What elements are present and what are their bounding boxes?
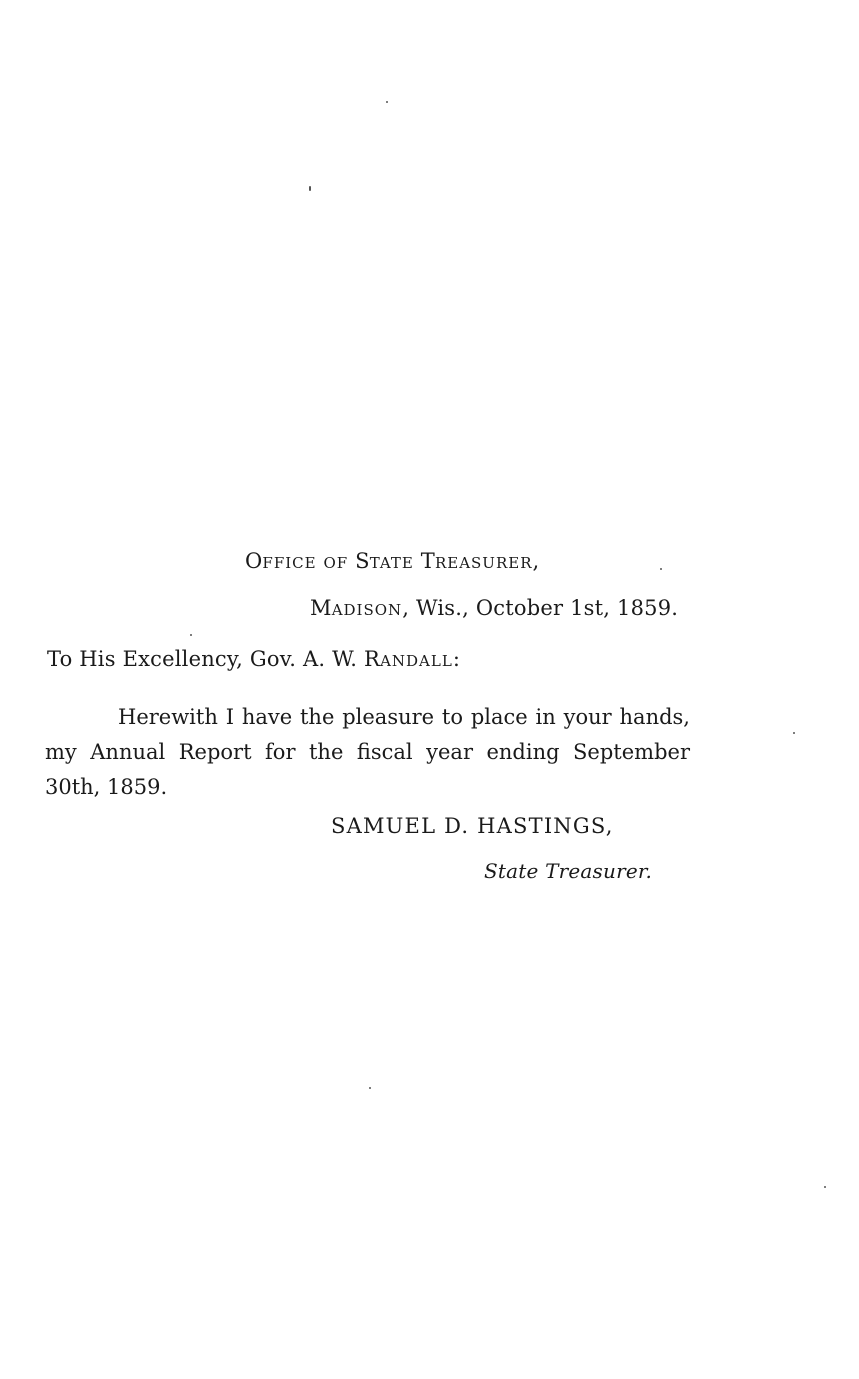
scan-speck bbox=[660, 568, 662, 570]
office-of: OF bbox=[323, 554, 349, 572]
office-comma: , bbox=[532, 549, 540, 573]
signature-name: SAMUEL D. HASTINGS, bbox=[331, 814, 614, 838]
place-date-text: , Wis., October 1st, 1859. bbox=[402, 596, 679, 620]
office-heading bbox=[245, 551, 539, 572]
scan-speck bbox=[309, 186, 311, 191]
salutation bbox=[47, 649, 460, 670]
scan-speck bbox=[386, 101, 388, 103]
randall-initial: R bbox=[364, 647, 381, 671]
office-word: FFICE bbox=[262, 554, 317, 572]
state-initial: S bbox=[355, 549, 370, 573]
state-word: TATE bbox=[369, 554, 414, 572]
treasurer-word: REASURER bbox=[434, 554, 533, 572]
signature-title: State Treasurer. bbox=[484, 859, 653, 883]
place-date-line bbox=[310, 598, 678, 619]
city-word: ADISON bbox=[331, 601, 403, 619]
scan-speck bbox=[793, 732, 795, 734]
salutation-prefix: To His Excellency, Gov. A. W. bbox=[47, 647, 365, 671]
salutation-colon: : bbox=[452, 647, 461, 671]
body-paragraph: Herewith I have the pleasure to place in your hands, my Annual Report for the fiscal year ending September 30th, 1859. bbox=[45, 705, 690, 799]
scan-speck bbox=[824, 1186, 826, 1188]
office-initial: O bbox=[245, 549, 263, 573]
randall-word: ANDALL bbox=[380, 652, 453, 670]
city-initial: M bbox=[310, 596, 332, 620]
scan-speck bbox=[190, 634, 192, 636]
scan-speck bbox=[369, 1087, 371, 1089]
treasurer-initial: T bbox=[420, 549, 435, 573]
